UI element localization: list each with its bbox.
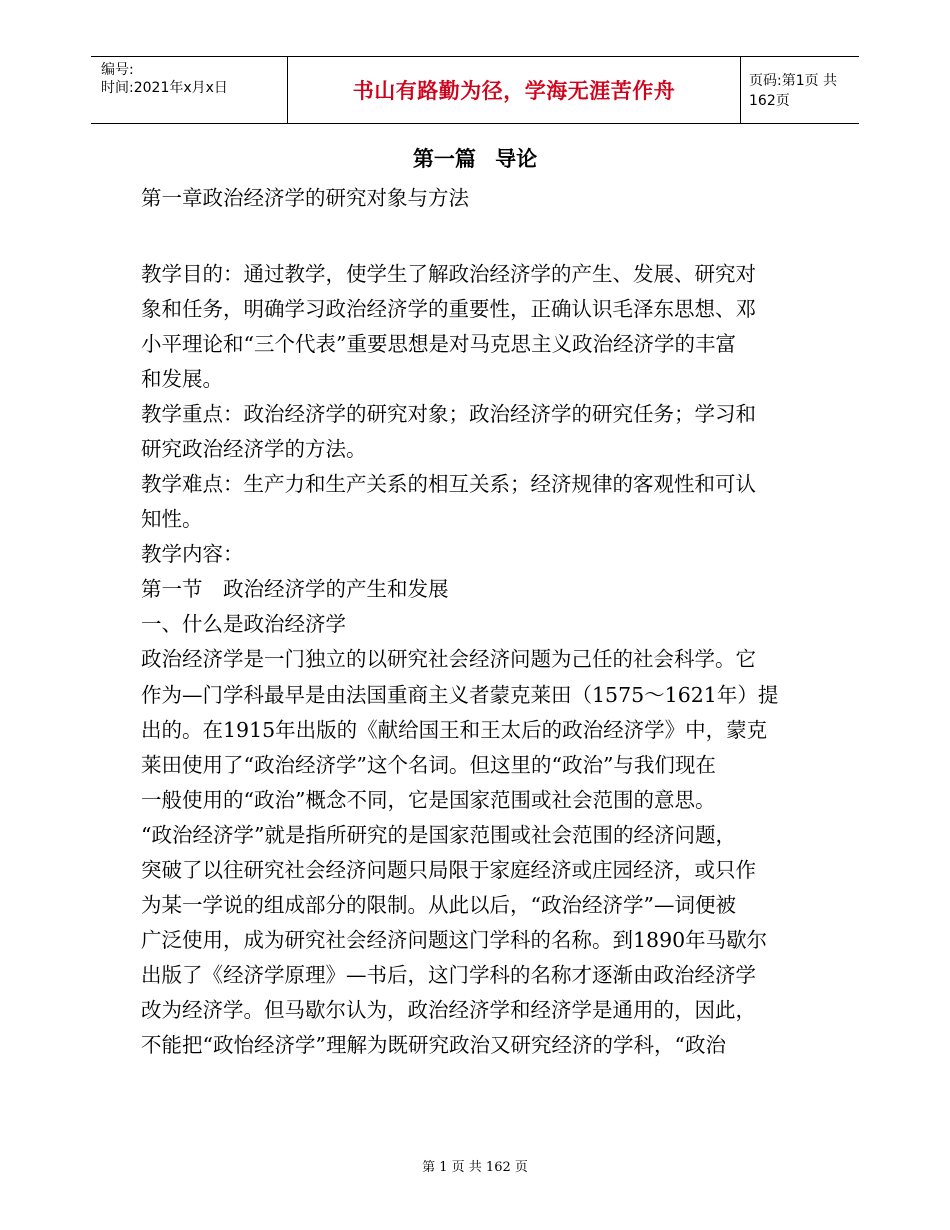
- text-line: 教学目的：通过教学，使学生了解政治经济学的产生、发展、研究对: [141, 262, 756, 286]
- text-line: 和发展。: [141, 367, 223, 391]
- motto: 书山有路勤为径，学海无涯苦作舟: [352, 79, 676, 103]
- header-page-cell: [741, 57, 859, 123]
- chapter-heading: 第一章政治经济学的研究对象与方法: [141, 186, 469, 210]
- section-heading: 第一节 政治经济学的产生和发展: [141, 577, 449, 601]
- text-line: 政治经济学是一门独立的以研究社会经济问题为己任的社会科学。它: [141, 647, 756, 671]
- text-line: 作为—门学科最早是由法国重商主义者蒙克莱田（1575～1621年）提: [141, 683, 779, 707]
- text-line: 突破了以往研究社会经济问题只局限于家庭经济或庄园经济，或只作: [141, 858, 756, 882]
- text-line: 广泛使用，成为研究社会经济问题这门学科的名称。到1890年马歇尔: [141, 928, 768, 952]
- section-title: 第一篇 导论: [412, 147, 538, 171]
- text-line: 教学内容：: [141, 542, 244, 566]
- text-line: 莱田使用了“政治经济学”这个名词。但这里的“政治”与我们现在: [141, 753, 716, 777]
- page-label: 页码:第1页 共162页: [749, 73, 838, 109]
- text-line: “政治经济学”就是指所研究的是国家范围或社会范围的经济问题，: [141, 823, 736, 847]
- text-line: 改为经济学。但马歇尔认为，政治经济学和经济学是通用的，因此，: [141, 998, 756, 1022]
- subsection-heading: 一、什么是政治经济学: [141, 612, 346, 636]
- time-label: 时间:2021年x月x日: [101, 80, 228, 96]
- text-line: 为某一学说的组成部分的限制。从此以后，“政治经济学”—词便被: [141, 893, 736, 917]
- header-meta-cell: [91, 57, 287, 123]
- text-line: 一般使用的“政治”概念不同，它是国家范围或社会范围的意思。: [141, 788, 716, 812]
- text-line: 象和任务，明确学习政治经济学的重要性，正确认识毛泽东思想、邓: [141, 297, 756, 321]
- text-line: 不能把“政怡经济学”理解为既研究政治又研究经济的学科，“政治: [141, 1033, 726, 1057]
- text-line: 出版了《经济学原理》—书后，这门学科的名称才逐渐由政治经济学: [141, 963, 756, 987]
- text-line: 知性。: [141, 507, 203, 531]
- text-line: 小平理论和“三个代表”重要思想是对马克思主义政治经济学的丰富: [141, 332, 736, 356]
- header-motto-cell: [287, 57, 741, 123]
- header-table: [91, 56, 859, 124]
- text-line: 研究政治经济学的方法。: [141, 437, 367, 461]
- page-footer: 第 1 页 共 162 页: [422, 1160, 528, 1175]
- text-line: 教学重点：政治经济学的研究对象；政治经济学的研究任务；学习和: [141, 402, 756, 426]
- text-line: 教学难点：生产力和生产关系的相互关系；经济规律的客观性和可认: [141, 472, 756, 496]
- number-label: 编号:: [101, 62, 134, 78]
- text-line: 出的。在1915年出版的《献给国王和王太后的政治经济学》中，蒙克: [141, 718, 768, 742]
